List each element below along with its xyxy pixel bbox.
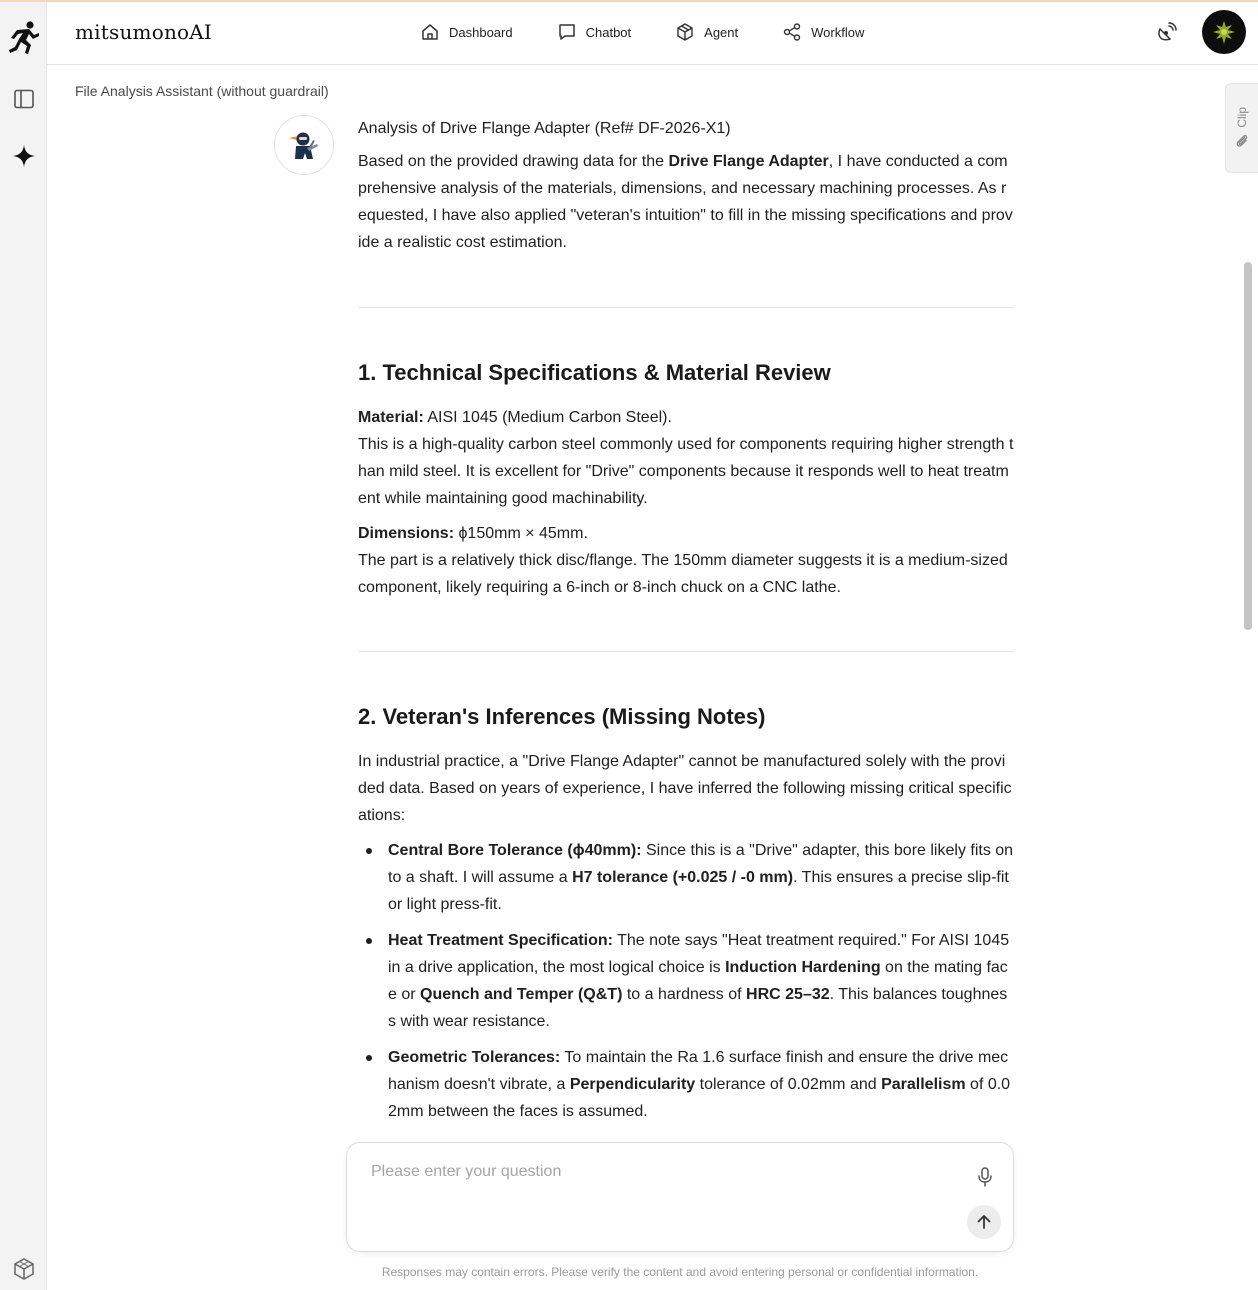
section2-intro: In industrial practice, a "Drive Flange Adapter" cannot be manufactured solely with the provided data. Based on years of experience, I have inferred the following missing critical specifications: xyxy=(358,753,1012,824)
question-input[interactable] xyxy=(371,1163,951,1233)
section2-heading: 2. Veteran's Inferences (Missing Notes) xyxy=(358,704,766,729)
nav-agent-label: Agent xyxy=(704,24,739,40)
scrollbar-thumb[interactable] xyxy=(1244,262,1252,630)
clip-tab[interactable] xyxy=(1225,83,1258,173)
dimensions-value: ϕ150mm × 45mm. xyxy=(454,525,588,542)
home-icon xyxy=(420,22,440,42)
left-rail xyxy=(0,2,47,1290)
bullet-text: of 0.02mm between the faces is assumed. xyxy=(388,1076,1011,1120)
nav-chatbot[interactable] xyxy=(557,22,632,42)
list-item xyxy=(388,1044,1014,1125)
main-nav xyxy=(420,22,908,42)
dimensions-paragraph xyxy=(358,520,1014,601)
bullet-bold: H7 tolerance (+0.025 / -0 mm) xyxy=(572,869,794,886)
top-header xyxy=(47,2,1258,65)
material-text: This is a high-quality carbon steel commonly used for components requiring higher strength than mild steel. It is excellent for "Drive" components because it responds well to heat treatment while maintaining good machinability. xyxy=(358,436,1014,507)
intro-bold: Drive Flange Adapter xyxy=(668,153,829,170)
nav-dashboard[interactable] xyxy=(420,22,513,42)
intro-text-2: , I have conducted a comprehensive analysis of the materials, dimensions, and necessary machining processes. As requested, I have also applied "veteran's intuition" to fill in the missing specifications and provide a realistic cost estimation. xyxy=(358,153,1013,251)
nav-chatbot-label: Chatbot xyxy=(585,24,632,40)
nav-workflow[interactable] xyxy=(782,22,864,42)
assistant-message xyxy=(358,118,1014,1134)
bullet-bold: Parallelism xyxy=(881,1076,966,1093)
dimensions-label: Dimensions: xyxy=(358,525,455,542)
bullet-text: The note says "Heat treatment required." For AISI 1045 in a drive application, the most logical choice is xyxy=(388,932,1010,976)
inference-list xyxy=(358,837,1014,1125)
bullet-bold: Quench and Temper (Q&T) xyxy=(420,986,623,1003)
list-item xyxy=(388,927,1014,1035)
bullet-bold: HRC 25–32 xyxy=(746,986,830,1003)
bullet-text: to a hardness of xyxy=(622,986,747,1003)
nav-agent[interactable] xyxy=(675,22,738,42)
message-title: Analysis of Drive Flange Adapter (Ref# DF-2026-X1) xyxy=(358,120,731,137)
intro-text-1: Based on the provided drawing data for the xyxy=(358,153,669,170)
runner-logo-icon[interactable] xyxy=(0,20,47,56)
material-value: AISI 1045 (Medium Carbon Steel). xyxy=(423,409,672,426)
bullet-text: on the mating face or xyxy=(388,959,1008,1003)
arrow-up-icon xyxy=(975,1213,993,1231)
section1-heading: 1. Technical Specifications & Material Review xyxy=(358,360,831,385)
nav-dashboard-label: Dashboard xyxy=(449,24,513,40)
bullet-label: Heat Treatment Specification: xyxy=(388,932,613,949)
chat-bubble-icon xyxy=(557,22,577,42)
bullet-bold: Induction Hardening xyxy=(725,959,881,976)
disclaimer-text: Responses may contain errors. Please verify the content and avoid entering personal or confidential information. xyxy=(381,1265,979,1279)
microphone-icon xyxy=(975,1166,995,1188)
mic-button[interactable] xyxy=(971,1163,999,1191)
chat-input-box xyxy=(346,1142,1014,1252)
nav-workflow-label: Workflow xyxy=(811,24,865,40)
material-paragraph xyxy=(358,404,1014,512)
header-actions xyxy=(1154,10,1246,54)
bullet-label: Geometric Tolerances: xyxy=(388,1049,561,1066)
cube-settings-icon[interactable] xyxy=(0,1257,47,1281)
list-item xyxy=(388,837,1014,918)
share-nodes-icon xyxy=(782,22,802,42)
clip-label: Clip xyxy=(1235,106,1249,128)
bullet-label: Central Bore Tolerance (ϕ40mm): xyxy=(388,842,642,859)
send-button[interactable] xyxy=(967,1205,1001,1239)
dimensions-text: The part is a relatively thick disc/flange. The 150mm diameter suggests it is a medium-sized component, likely requiring a 6-inch or 8-inch chuck on a CNC lathe. xyxy=(358,552,1008,596)
cube-icon xyxy=(675,22,695,42)
material-label: Material: xyxy=(358,409,424,426)
brand-name[interactable]: mitsumonoAI xyxy=(75,20,213,44)
satellite-signal-icon[interactable] xyxy=(1154,19,1180,45)
bullet-text: . This ensures a precise slip-fit or light press-fit. xyxy=(388,869,1009,913)
session-title: File Analysis Assistant (without guardrail) xyxy=(75,83,329,99)
intro-paragraph xyxy=(358,148,1014,256)
bullet-text: Since this is a "Drive" adapter, this bore likely fits onto a shaft. I will assume a xyxy=(388,842,1014,886)
bullet-bold: Perpendicularity xyxy=(569,1076,696,1093)
user-avatar[interactable] xyxy=(1202,10,1246,54)
sidebar-toggle-icon[interactable] xyxy=(0,88,47,110)
bot-avatar xyxy=(274,115,334,175)
sparkle-icon[interactable] xyxy=(0,144,47,168)
bullet-text: . This balances toughness with wear resistance. xyxy=(388,986,1008,1030)
ninja-bot-icon xyxy=(287,128,321,162)
bullet-text: tolerance of 0.02mm and xyxy=(695,1076,882,1093)
bullet-text: To maintain the Ra 1.6 surface finish and ensure the drive mechanism doesn't vibrate, a xyxy=(388,1049,1009,1093)
